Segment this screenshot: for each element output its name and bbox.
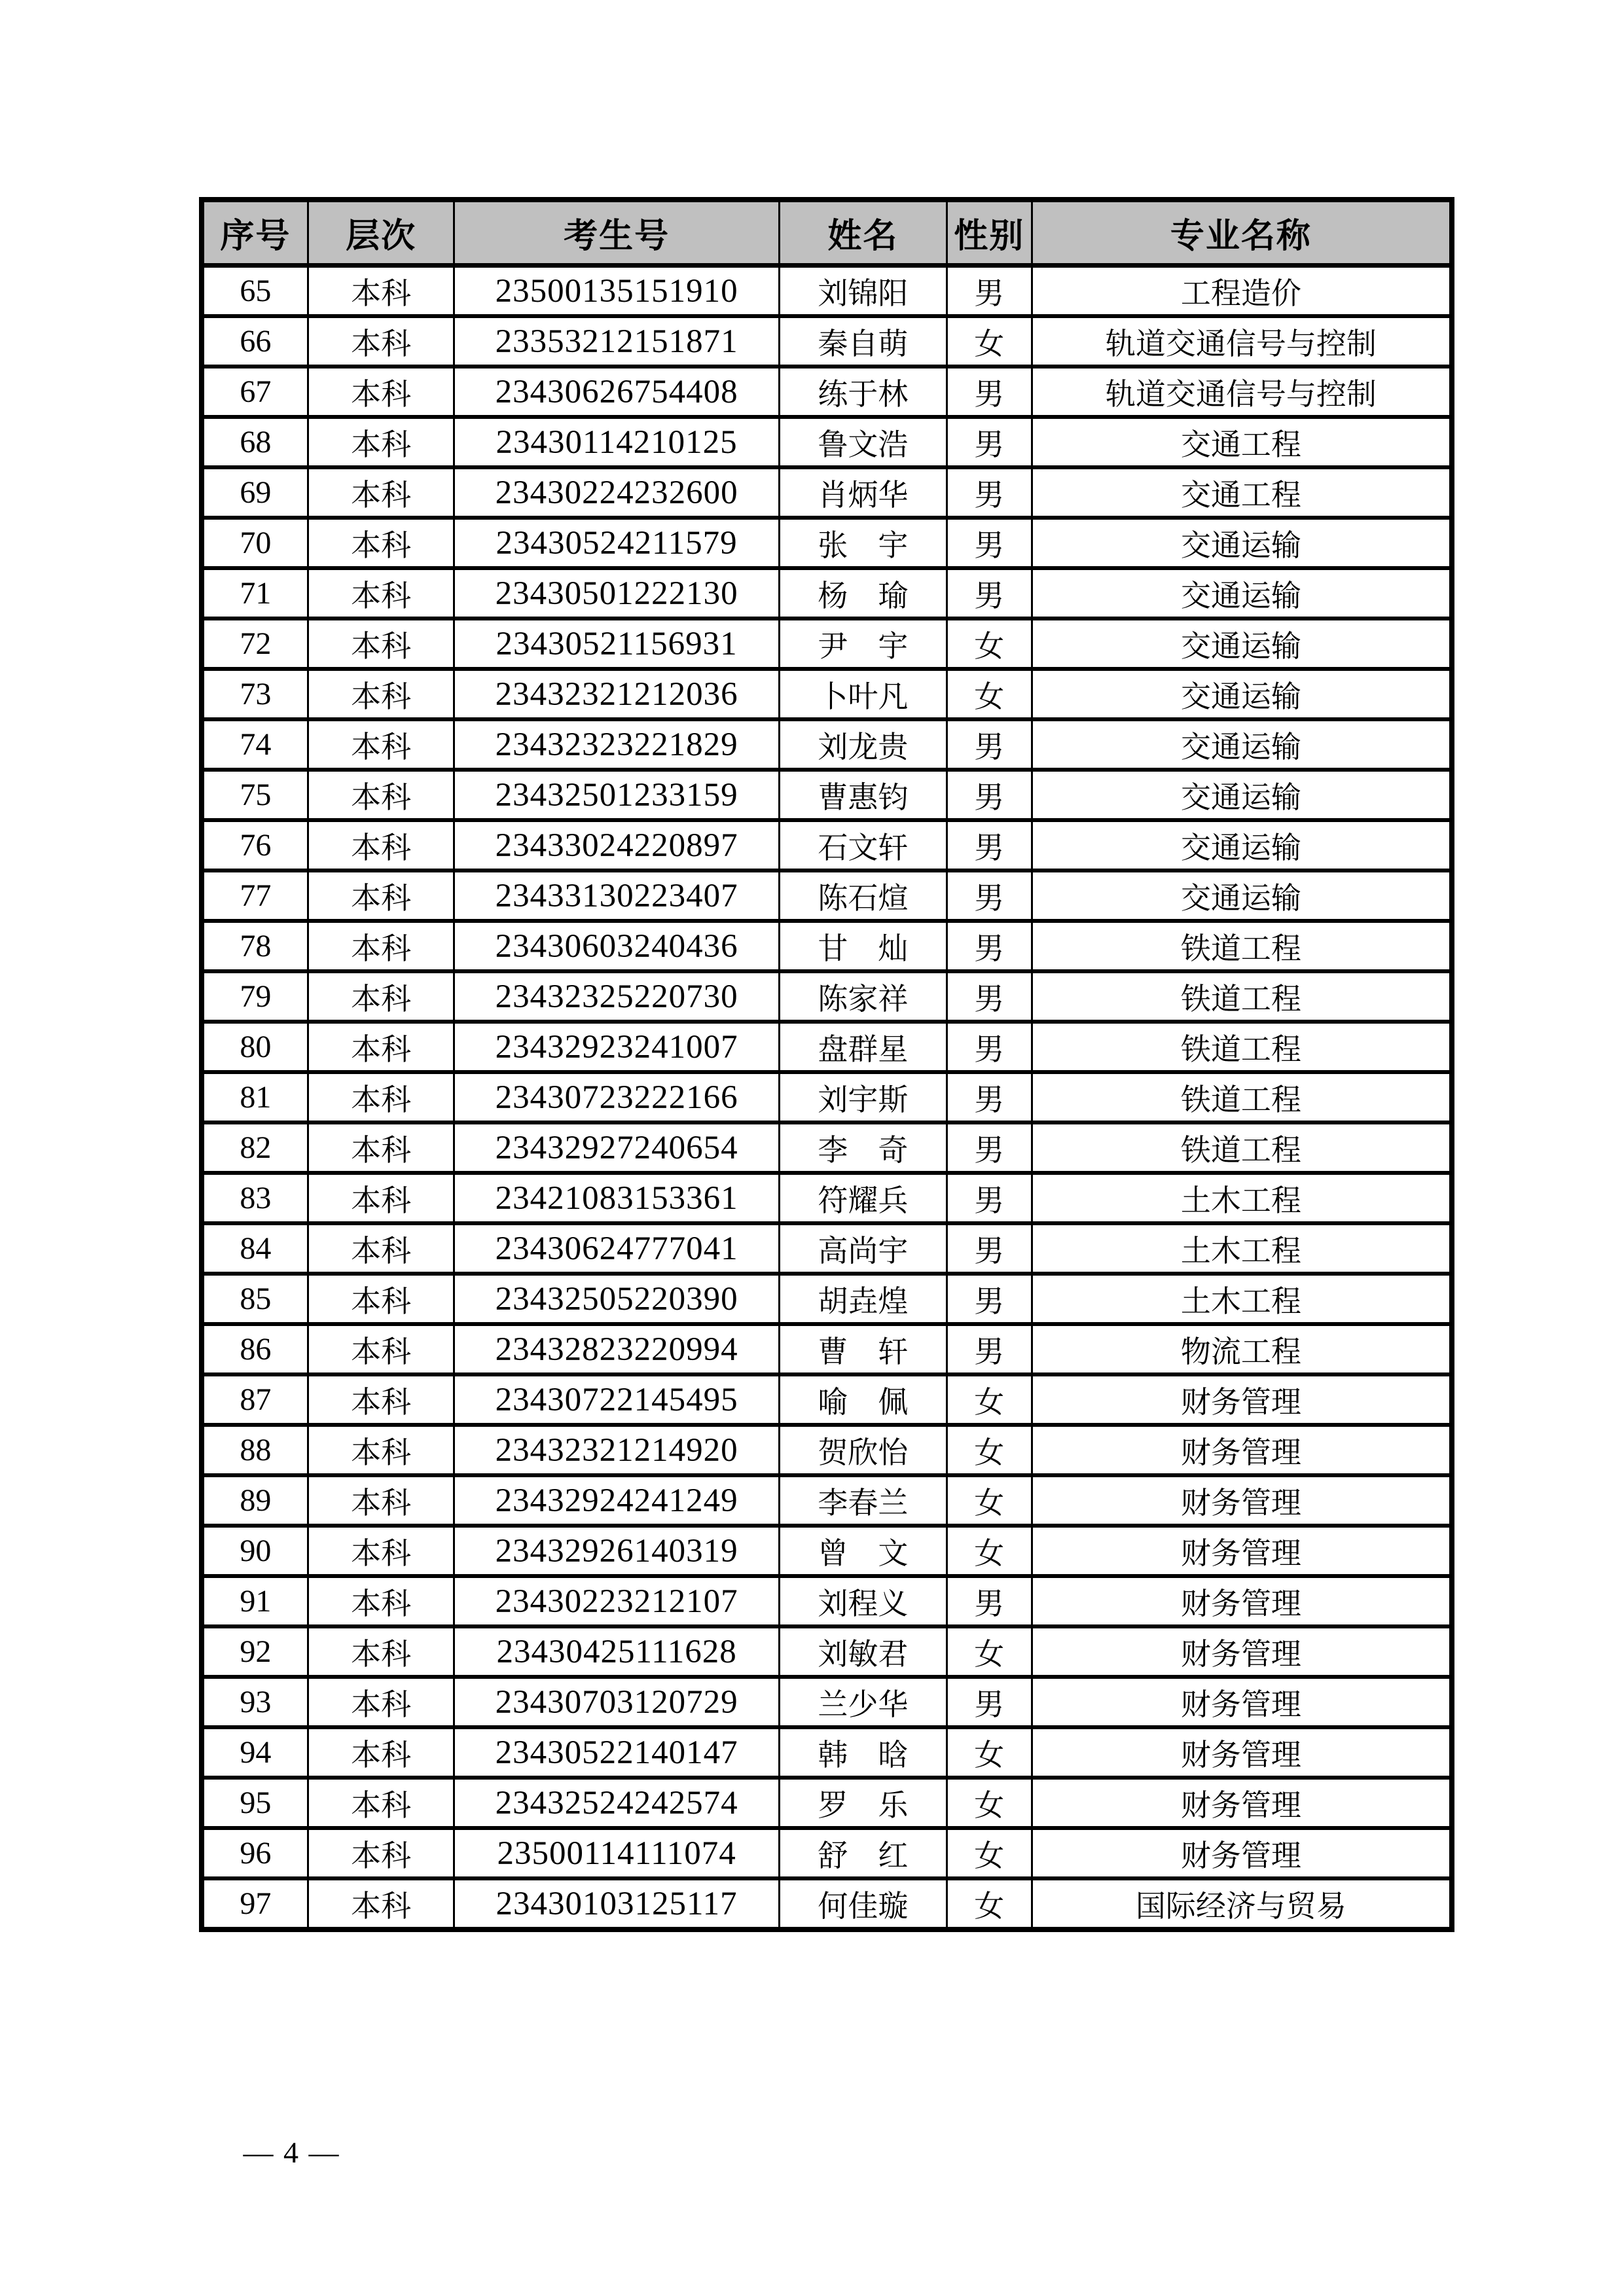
cell-level: 本科 bbox=[308, 770, 454, 820]
cell-exam-number: 23430103125117 bbox=[454, 1878, 780, 1929]
cell-gender: 男 bbox=[947, 870, 1032, 921]
header-col-gender: 性别 bbox=[947, 200, 1032, 266]
cell-level: 本科 bbox=[308, 1626, 454, 1677]
cell-level: 本科 bbox=[308, 316, 454, 367]
cell-name: 贺欣怡 bbox=[779, 1425, 947, 1475]
cell-level: 本科 bbox=[308, 1828, 454, 1878]
cell-name: 李 奇 bbox=[779, 1122, 947, 1173]
cell-gender: 女 bbox=[947, 669, 1032, 719]
cell-name: 盘群星 bbox=[779, 1022, 947, 1072]
cell-serial-number: 77 bbox=[202, 870, 308, 921]
cell-serial-number: 72 bbox=[202, 619, 308, 669]
cell-major: 土木工程 bbox=[1032, 1223, 1452, 1274]
cell-major: 交通工程 bbox=[1032, 467, 1452, 518]
cell-level: 本科 bbox=[308, 1425, 454, 1475]
cell-level: 本科 bbox=[308, 266, 454, 317]
cell-level: 本科 bbox=[308, 1727, 454, 1778]
table-row bbox=[202, 1223, 1452, 1274]
table-row bbox=[202, 820, 1452, 870]
cell-exam-number: 23430703120729 bbox=[454, 1677, 780, 1727]
table-row bbox=[202, 619, 1452, 669]
cell-gender: 女 bbox=[947, 1475, 1032, 1526]
cell-name: 尹 宇 bbox=[779, 619, 947, 669]
cell-exam-number: 23430501222130 bbox=[454, 568, 780, 619]
cell-name: 杨 瑜 bbox=[779, 568, 947, 619]
table-row bbox=[202, 1626, 1452, 1677]
header-col-name: 姓名 bbox=[779, 200, 947, 266]
table-row bbox=[202, 367, 1452, 417]
cell-exam-number: 23432325220730 bbox=[454, 971, 780, 1022]
cell-major: 铁道工程 bbox=[1032, 921, 1452, 971]
cell-exam-number: 23430624777041 bbox=[454, 1223, 780, 1274]
cell-level: 本科 bbox=[308, 1122, 454, 1173]
cell-exam-number: 23432924241249 bbox=[454, 1475, 780, 1526]
cell-name: 刘程义 bbox=[779, 1576, 947, 1626]
cell-gender: 女 bbox=[947, 619, 1032, 669]
page-number: — 4 — bbox=[243, 2136, 340, 2169]
table-row bbox=[202, 1778, 1452, 1828]
cell-exam-number: 23432927240654 bbox=[454, 1122, 780, 1173]
cell-serial-number: 78 bbox=[202, 921, 308, 971]
cell-name: 练于林 bbox=[779, 367, 947, 417]
cell-level: 本科 bbox=[308, 1576, 454, 1626]
table-row bbox=[202, 669, 1452, 719]
cell-gender: 男 bbox=[947, 1022, 1032, 1072]
cell-name: 符耀兵 bbox=[779, 1173, 947, 1223]
cell-name: 曹惠钧 bbox=[779, 770, 947, 820]
cell-major: 交通运输 bbox=[1032, 870, 1452, 921]
cell-major: 国际经济与贸易 bbox=[1032, 1878, 1452, 1929]
cell-name: 曾 文 bbox=[779, 1526, 947, 1576]
table-row bbox=[202, 921, 1452, 971]
cell-exam-number: 23432323221829 bbox=[454, 719, 780, 770]
cell-exam-number: 23430522140147 bbox=[454, 1727, 780, 1778]
cell-name: 高尚宇 bbox=[779, 1223, 947, 1274]
table-row bbox=[202, 1072, 1452, 1122]
cell-name: 刘敏君 bbox=[779, 1626, 947, 1677]
cell-gender: 女 bbox=[947, 1425, 1032, 1475]
cell-name: 陈石煊 bbox=[779, 870, 947, 921]
cell-major: 财务管理 bbox=[1032, 1576, 1452, 1626]
table-header bbox=[202, 200, 1452, 266]
cell-exam-number: 23430603240436 bbox=[454, 921, 780, 971]
cell-gender: 男 bbox=[947, 921, 1032, 971]
cell-serial-number: 81 bbox=[202, 1072, 308, 1122]
cell-serial-number: 80 bbox=[202, 1022, 308, 1072]
cell-level: 本科 bbox=[308, 417, 454, 467]
table-row bbox=[202, 1526, 1452, 1576]
cell-serial-number: 69 bbox=[202, 467, 308, 518]
cell-serial-number: 91 bbox=[202, 1576, 308, 1626]
header-col-serial-number: 序号 bbox=[202, 200, 308, 266]
cell-gender: 男 bbox=[947, 1223, 1032, 1274]
cell-gender: 女 bbox=[947, 1526, 1032, 1576]
cell-level: 本科 bbox=[308, 1173, 454, 1223]
table-row bbox=[202, 1173, 1452, 1223]
cell-exam-number: 23433130223407 bbox=[454, 870, 780, 921]
cell-gender: 女 bbox=[947, 1374, 1032, 1425]
cell-level: 本科 bbox=[308, 1526, 454, 1576]
cell-gender: 男 bbox=[947, 1072, 1032, 1122]
cell-name: 陈家祥 bbox=[779, 971, 947, 1022]
cell-serial-number: 86 bbox=[202, 1324, 308, 1374]
cell-gender: 女 bbox=[947, 1626, 1032, 1677]
cell-name: 兰少华 bbox=[779, 1677, 947, 1727]
cell-serial-number: 92 bbox=[202, 1626, 308, 1677]
cell-level: 本科 bbox=[308, 1374, 454, 1425]
cell-gender: 男 bbox=[947, 820, 1032, 870]
cell-exam-number: 23432926140319 bbox=[454, 1526, 780, 1576]
cell-level: 本科 bbox=[308, 1022, 454, 1072]
cell-gender: 女 bbox=[947, 1727, 1032, 1778]
cell-serial-number: 83 bbox=[202, 1173, 308, 1223]
cell-major: 财务管理 bbox=[1032, 1727, 1452, 1778]
cell-level: 本科 bbox=[308, 921, 454, 971]
cell-serial-number: 70 bbox=[202, 518, 308, 568]
cell-exam-number: 23430425111628 bbox=[454, 1626, 780, 1677]
cell-gender: 男 bbox=[947, 770, 1032, 820]
cell-major: 土木工程 bbox=[1032, 1274, 1452, 1324]
cell-exam-number: 23430723222166 bbox=[454, 1072, 780, 1122]
cell-major: 交通运输 bbox=[1032, 568, 1452, 619]
cell-gender: 男 bbox=[947, 568, 1032, 619]
cell-major: 工程造价 bbox=[1032, 266, 1452, 317]
cell-name: 卜叶凡 bbox=[779, 669, 947, 719]
cell-level: 本科 bbox=[308, 1324, 454, 1374]
cell-major: 财务管理 bbox=[1032, 1778, 1452, 1828]
cell-serial-number: 96 bbox=[202, 1828, 308, 1878]
cell-major: 财务管理 bbox=[1032, 1626, 1452, 1677]
table-row bbox=[202, 1828, 1452, 1878]
table-row bbox=[202, 1324, 1452, 1374]
table-row bbox=[202, 1677, 1452, 1727]
table-row bbox=[202, 971, 1452, 1022]
cell-name: 肖炳华 bbox=[779, 467, 947, 518]
cell-exam-number: 23430722145495 bbox=[454, 1374, 780, 1425]
cell-serial-number: 71 bbox=[202, 568, 308, 619]
cell-major: 财务管理 bbox=[1032, 1526, 1452, 1576]
cell-name: 张 宇 bbox=[779, 518, 947, 568]
cell-exam-number: 23430224232600 bbox=[454, 467, 780, 518]
cell-serial-number: 74 bbox=[202, 719, 308, 770]
cell-gender: 男 bbox=[947, 1576, 1032, 1626]
cell-gender: 男 bbox=[947, 467, 1032, 518]
cell-level: 本科 bbox=[308, 719, 454, 770]
cell-name: 秦自萌 bbox=[779, 316, 947, 367]
cell-name: 舒 红 bbox=[779, 1828, 947, 1878]
table-row bbox=[202, 266, 1452, 317]
cell-gender: 女 bbox=[947, 1778, 1032, 1828]
cell-gender: 男 bbox=[947, 266, 1032, 317]
cell-major: 财务管理 bbox=[1032, 1475, 1452, 1526]
cell-gender: 男 bbox=[947, 518, 1032, 568]
cell-serial-number: 73 bbox=[202, 669, 308, 719]
cell-major: 财务管理 bbox=[1032, 1828, 1452, 1878]
cell-serial-number: 85 bbox=[202, 1274, 308, 1324]
cell-name: 韩 晗 bbox=[779, 1727, 947, 1778]
table-row bbox=[202, 1122, 1452, 1173]
table-row bbox=[202, 770, 1452, 820]
cell-level: 本科 bbox=[308, 467, 454, 518]
cell-name: 刘宇斯 bbox=[779, 1072, 947, 1122]
cell-major: 交通运输 bbox=[1032, 820, 1452, 870]
cell-gender: 女 bbox=[947, 316, 1032, 367]
table-row bbox=[202, 568, 1452, 619]
header-col-level: 层次 bbox=[308, 200, 454, 266]
cell-level: 本科 bbox=[308, 619, 454, 669]
cell-gender: 男 bbox=[947, 719, 1032, 770]
cell-gender: 男 bbox=[947, 367, 1032, 417]
cell-exam-number: 23432501233159 bbox=[454, 770, 780, 820]
cell-serial-number: 95 bbox=[202, 1778, 308, 1828]
cell-gender: 女 bbox=[947, 1878, 1032, 1929]
cell-major: 交通运输 bbox=[1032, 719, 1452, 770]
cell-major: 铁道工程 bbox=[1032, 1122, 1452, 1173]
cell-serial-number: 67 bbox=[202, 367, 308, 417]
cell-exam-number: 23432923241007 bbox=[454, 1022, 780, 1072]
table-row bbox=[202, 518, 1452, 568]
cell-name: 曹 轩 bbox=[779, 1324, 947, 1374]
cell-serial-number: 89 bbox=[202, 1475, 308, 1526]
cell-serial-number: 66 bbox=[202, 316, 308, 367]
cell-exam-number: 23432524242574 bbox=[454, 1778, 780, 1828]
table-row bbox=[202, 1878, 1452, 1929]
cell-gender: 男 bbox=[947, 1173, 1032, 1223]
header-col-major: 专业名称 bbox=[1032, 200, 1452, 266]
cell-serial-number: 94 bbox=[202, 1727, 308, 1778]
cell-name: 胡垚煌 bbox=[779, 1274, 947, 1324]
cell-serial-number: 97 bbox=[202, 1878, 308, 1929]
cell-level: 本科 bbox=[308, 669, 454, 719]
cell-major: 交通运输 bbox=[1032, 770, 1452, 820]
cell-level: 本科 bbox=[308, 971, 454, 1022]
cell-gender: 男 bbox=[947, 1122, 1032, 1173]
cell-major: 轨道交通信号与控制 bbox=[1032, 316, 1452, 367]
cell-major: 铁道工程 bbox=[1032, 1072, 1452, 1122]
table-header-row bbox=[202, 200, 1452, 266]
cell-gender: 男 bbox=[947, 1677, 1032, 1727]
cell-major: 财务管理 bbox=[1032, 1425, 1452, 1475]
cell-serial-number: 84 bbox=[202, 1223, 308, 1274]
cell-name: 刘锦阳 bbox=[779, 266, 947, 317]
cell-level: 本科 bbox=[308, 518, 454, 568]
cell-major: 交通运输 bbox=[1032, 619, 1452, 669]
cell-major: 交通运输 bbox=[1032, 518, 1452, 568]
cell-exam-number: 23430524211579 bbox=[454, 518, 780, 568]
cell-exam-number: 23432823220994 bbox=[454, 1324, 780, 1374]
cell-major: 土木工程 bbox=[1032, 1173, 1452, 1223]
cell-name: 何佳璇 bbox=[779, 1878, 947, 1929]
cell-major: 交通工程 bbox=[1032, 417, 1452, 467]
cell-major: 铁道工程 bbox=[1032, 971, 1452, 1022]
table-row bbox=[202, 870, 1452, 921]
table-row bbox=[202, 417, 1452, 467]
table-row bbox=[202, 1576, 1452, 1626]
cell-name: 喻 佩 bbox=[779, 1374, 947, 1425]
cell-level: 本科 bbox=[308, 1274, 454, 1324]
cell-exam-number: 23421083153361 bbox=[454, 1173, 780, 1223]
cell-major: 财务管理 bbox=[1032, 1374, 1452, 1425]
cell-name: 甘 灿 bbox=[779, 921, 947, 971]
table-row bbox=[202, 1475, 1452, 1526]
cell-serial-number: 75 bbox=[202, 770, 308, 820]
cell-major: 交通运输 bbox=[1032, 669, 1452, 719]
cell-level: 本科 bbox=[308, 367, 454, 417]
cell-serial-number: 65 bbox=[202, 266, 308, 317]
cell-serial-number: 68 bbox=[202, 417, 308, 467]
cell-serial-number: 90 bbox=[202, 1526, 308, 1576]
cell-level: 本科 bbox=[308, 1677, 454, 1727]
cell-name: 李春兰 bbox=[779, 1475, 947, 1526]
cell-name: 刘龙贵 bbox=[779, 719, 947, 770]
cell-name: 鲁文浩 bbox=[779, 417, 947, 467]
cell-serial-number: 76 bbox=[202, 820, 308, 870]
table-row bbox=[202, 316, 1452, 367]
cell-level: 本科 bbox=[308, 1072, 454, 1122]
cell-exam-number: 23430626754408 bbox=[454, 367, 780, 417]
cell-serial-number: 88 bbox=[202, 1425, 308, 1475]
cell-exam-number: 23500114111074 bbox=[454, 1828, 780, 1878]
cell-major: 物流工程 bbox=[1032, 1324, 1452, 1374]
cell-exam-number: 23430114210125 bbox=[454, 417, 780, 467]
cell-level: 本科 bbox=[308, 820, 454, 870]
cell-major: 铁道工程 bbox=[1032, 1022, 1452, 1072]
cell-major: 轨道交通信号与控制 bbox=[1032, 367, 1452, 417]
cell-level: 本科 bbox=[308, 1878, 454, 1929]
table-body bbox=[202, 266, 1452, 1930]
cell-level: 本科 bbox=[308, 1475, 454, 1526]
cell-gender: 男 bbox=[947, 417, 1032, 467]
cell-level: 本科 bbox=[308, 568, 454, 619]
table-row bbox=[202, 1274, 1452, 1324]
table-row bbox=[202, 1425, 1452, 1475]
cell-exam-number: 23430223212107 bbox=[454, 1576, 780, 1626]
cell-name: 石文轩 bbox=[779, 820, 947, 870]
header-col-exam-number: 考生号 bbox=[454, 200, 780, 266]
cell-exam-number: 23433024220897 bbox=[454, 820, 780, 870]
cell-gender: 男 bbox=[947, 1274, 1032, 1324]
cell-exam-number: 23500135151910 bbox=[454, 266, 780, 317]
cell-serial-number: 93 bbox=[202, 1677, 308, 1727]
cell-name: 罗 乐 bbox=[779, 1778, 947, 1828]
cell-exam-number: 23430521156931 bbox=[454, 619, 780, 669]
cell-major: 财务管理 bbox=[1032, 1677, 1452, 1727]
table-row bbox=[202, 1727, 1452, 1778]
cell-serial-number: 87 bbox=[202, 1374, 308, 1425]
cell-level: 本科 bbox=[308, 870, 454, 921]
table-row bbox=[202, 1374, 1452, 1425]
table-row bbox=[202, 719, 1452, 770]
cell-gender: 男 bbox=[947, 971, 1032, 1022]
cell-gender: 女 bbox=[947, 1828, 1032, 1878]
cell-serial-number: 82 bbox=[202, 1122, 308, 1173]
cell-exam-number: 23353212151871 bbox=[454, 316, 780, 367]
table-row bbox=[202, 467, 1452, 518]
cell-level: 本科 bbox=[308, 1778, 454, 1828]
cell-exam-number: 23432321214920 bbox=[454, 1425, 780, 1475]
cell-exam-number: 23432321212036 bbox=[454, 669, 780, 719]
cell-exam-number: 23432505220390 bbox=[454, 1274, 780, 1324]
cell-serial-number: 79 bbox=[202, 971, 308, 1022]
table-row bbox=[202, 1022, 1452, 1072]
admission-list-table bbox=[199, 197, 1454, 1932]
cell-gender: 男 bbox=[947, 1324, 1032, 1374]
cell-level: 本科 bbox=[308, 1223, 454, 1274]
